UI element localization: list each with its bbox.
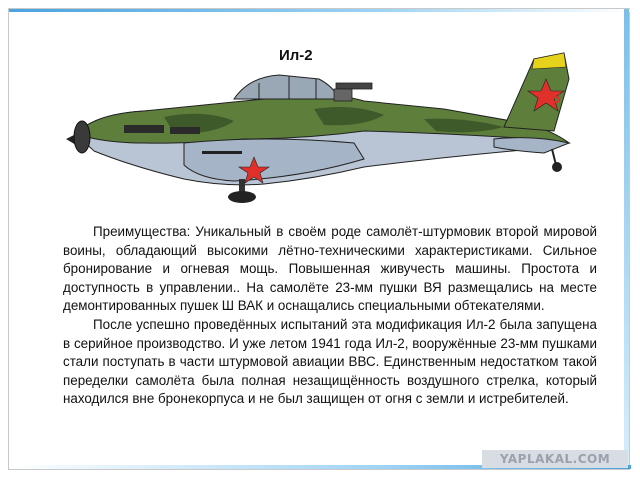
top-decorative-stripe [9, 9, 631, 12]
il2-aircraft-illustration [64, 39, 594, 209]
watermark: YAPLAKAL.COM [482, 450, 628, 468]
paragraph-advantages: Преимущества: Уникальный в своём роде самолёт-штурмовик второй мировой воины, обладающий высокими лётно-техническими характеристиками. Сильное бронирование и огневая мощь. Повышенная живучесть машины. Простота и доступность в управлении.. На самолёте 23-мм пушки ВЯ размещались на месте демонтированных пушек Ш ВАК и оснащались специальными обтекателями. [63, 224, 597, 314]
slide-title: Ил-2 [279, 47, 313, 64]
paragraph-production: После успешно проведённых испытаний эта модификация Ил-2 была запущена в серийное производство. И уже летом 1941 года Ил-2, вооружённые 23-мм пушками стали поступать в части штурмовой авиации ВВС. Единственным недостатком такой переделки самолёта была полная незащищённость воздушного стрелка, который находился вне бронекорпуса и не был защищен от огня с земли и истребителей. [63, 316, 597, 407]
side-decorative-stripe [624, 9, 629, 469]
slide [8, 8, 630, 470]
slide-body [63, 223, 597, 409]
tail-number: 5 [552, 92, 562, 107]
